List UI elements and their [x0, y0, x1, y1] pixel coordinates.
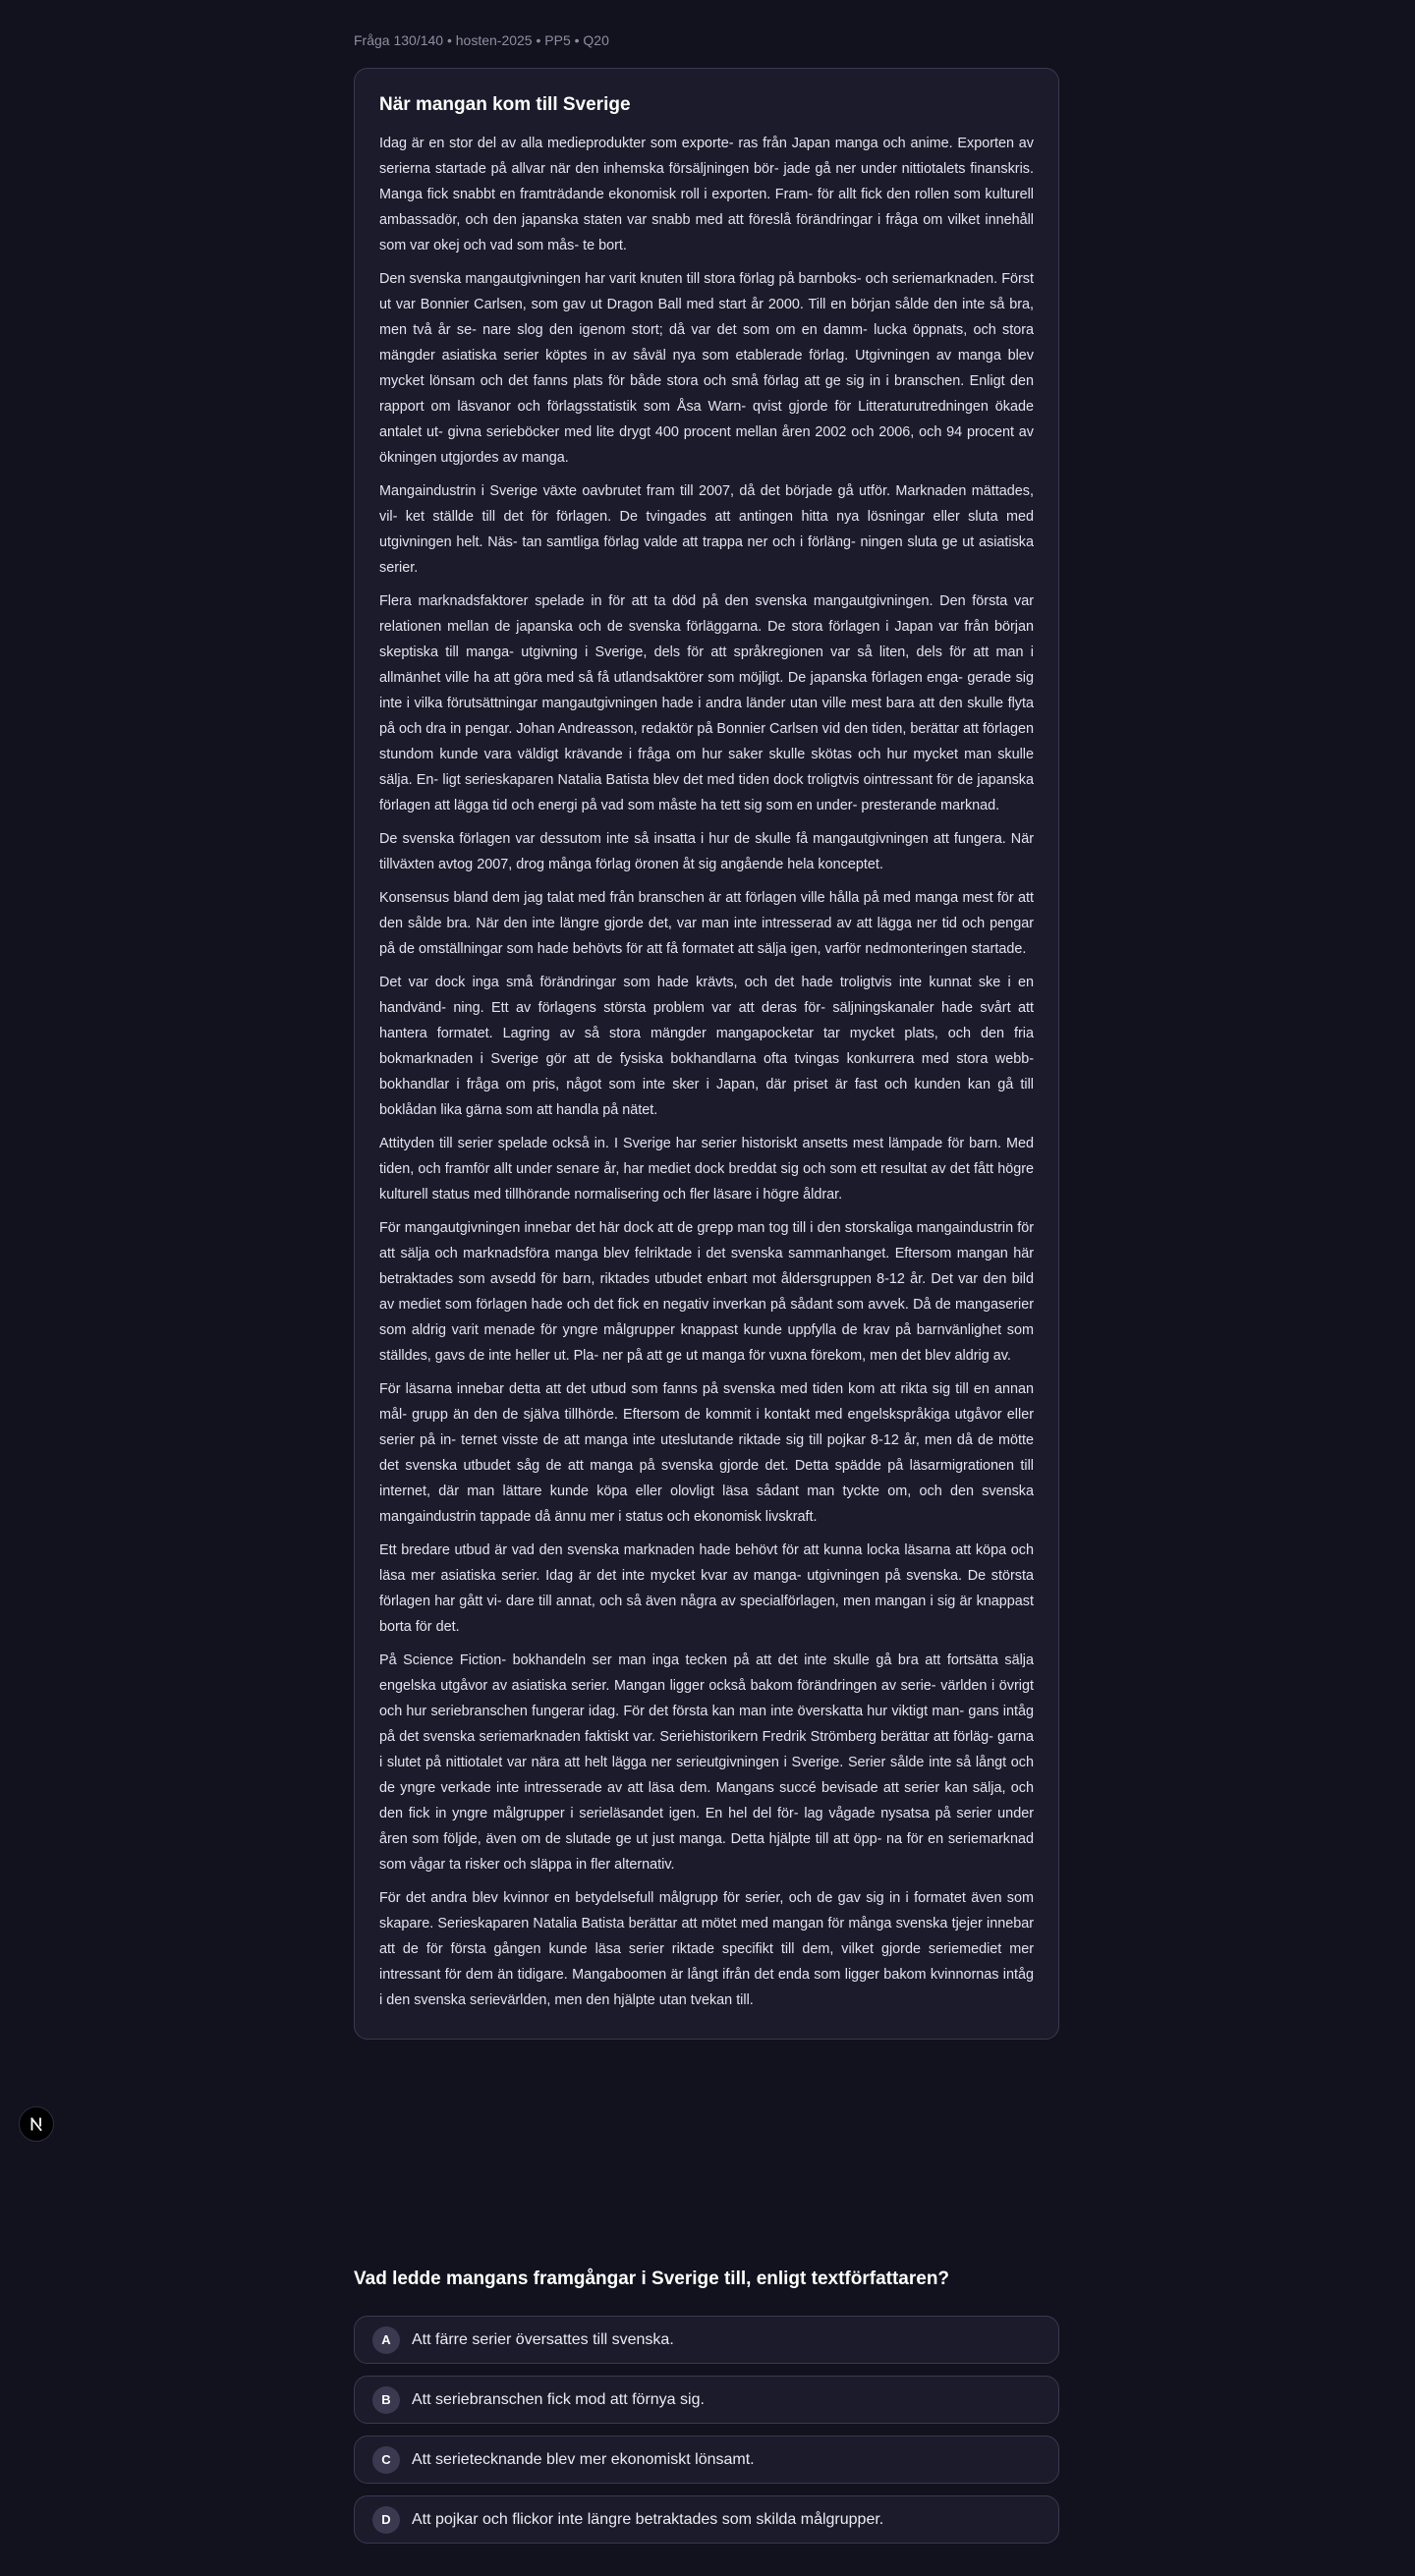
article-paragraph: För läsarna innebar detta att det utbud som fanns på svenska med tiden kom att rikta sig till en annan mål- grupp än den de själva tillhörde. Eftersom de kommit i kontakt med engelskspråkiga utgåvor eller serier på in- ternet visste de att manga inte uteslutande riktade sig till pojkar 8-12 år, men då de mötte det svenska utbudet såg de att manga på svenska gjorde det. Detta spädde på läsarmigrationen till internet, där man lättare kunde köpa eller olovligt läsa sådant man tyckte om, och den svenska mangaindustrin tappade då ännu mer i status och ekonomisk livskraft. [379, 1380, 1034, 1525]
question-meta: Fråga 130/140 • hosten-2025 • PP5 • Q20 [354, 32, 609, 48]
article-paragraph: Ett bredare utbud är vad den svenska marknaden hade behövt för att kunna locka läsarna att köpa och läsa mer asiatiska serier. Idag är det inte mycket kvar av manga- utgivningen på svenska. De största förlagen har gått vi- dare till annat, och så även några av specialförlagen, men mangan i sig är knappast borta för det. [379, 1541, 1034, 1635]
article-title: När mangan kom till Sverige [379, 94, 631, 115]
answer-options [354, 2316, 1059, 2555]
answer-option-d[interactable] [354, 2495, 1059, 2544]
option-letter-badge: D [372, 2506, 400, 2534]
question-text: Vad ledde mangans framgångar i Sverige till, enligt textförfattaren? [354, 2268, 950, 2289]
answer-option-c[interactable] [354, 2436, 1059, 2484]
answer-option-b[interactable] [354, 2376, 1059, 2424]
article-paragraph: Idag är en stor del av alla medieprodukter som exporte- ras från Japan manga och anime. Exporten av serierna startade på allvar när den inhemska försäljningen bör- jade gå ner under nittiotalets finanskris. Manga fick snabbt en framträdande ekonomisk roll i exporten. Fram- för allt fick den rollen som kulturell ambassadör, och den japanska staten var snabb med att föreslå förändringar i fråga om vilket innehåll som var okej och vad som mås- te bort. [379, 135, 1034, 253]
article-paragraph: För mangautgivningen innebar det här dock att de grepp man tog till i den storskaliga mangaindustrin för att sälja och marknadsföra manga blev felriktade i det svenska sammanhanget. Eftersom mangan här betraktades som avsedd för barn, riktades utbudet enbart mot åldersgruppen 8-12 år. Det var den bild av mediet som förlagen hade och det fick en negativ inverkan på sådant som avvek. Då de mangaserier som aldrig varit menade för yngre målgrupper knappast kunde uppfylla de krav på barnvänlighet som ställdes, gavs de inte heller ut. Pla- ner på att ge ut manga för vuxna förekom, men det blev aldrig av. [379, 1219, 1034, 1364]
option-label: Att färre serier översattes till svenska. [412, 2330, 674, 2348]
article-paragraph: Flera marknadsfaktorer spelade in för att ta död på den svenska mangautgivningen. Den första var relationen mellan de japanska och de svenska förläggarna. De stora förlagen i Japan var från början skeptiska till manga- utgivning i Sverige, dels för att språkregionen var så liten, dels för att man i allmänhet ville ha att göra med så få utlandsaktörer som möjligt. De japanska förlagen enga- gerade sig inte i vilka förutsättningar mangautgivningen hade i andra länder utan ville mest bara att den skulle flyta på och dra in pengar. Johan Andreasson, redaktör på Bonnier Carlsen vid den tiden, berättar att förlagen stundom kunde vara väldigt krävande i fråga om hur saker skulle skötas och hur mycket man skulle sälja. En- ligt serieskaparen Natalia Batista blev det med tiden dock troligtvis ointressant för de japanska förlagen att lägga tid och energi på vad som måste ha tett sig som en under- presterande marknad. [379, 592, 1034, 813]
option-letter-badge: A [372, 2326, 400, 2354]
article-paragraph: Den svenska mangautgivningen har varit knuten till stora förlag på barnboks- och seriemarknaden. Först ut var Bonnier Carlsen, som gav ut Dragon Ball med start år 2000. Till en början sålde den inte så bra, men två år se- nare slog den igenom stort; då var det som om en damm- lucka öppnats, och stora mängder asiatiska serier köptes in av såväl nya som etablerade förlag. Utgivningen av manga blev mycket lönsam och det fanns plats för både stora och små förlag att ge sig in i branschen. Enligt den rapport om läsvanor och förlagsstatistik som Åsa Warn- qvist gjorde för Litteraturutredningen ökade antalet ut- givna serieböcker med lite drygt 400 procent mellan åren 2002 och 2006, och 94 procent av ökningen utgjordes av manga. [379, 270, 1034, 466]
option-label: Att seriebranschen fick mod att förnya sig. [412, 2390, 705, 2408]
article-paragraph: De svenska förlagen var dessutom inte så insatta i hur de skulle få mangautgivningen att fungera. När tillväxten avtog 2007, drog många förlag öronen åt sig angående hela konceptet. [379, 830, 1034, 872]
option-label: Att pojkar och flickor inte längre betraktades som skilda målgrupper. [412, 2510, 884, 2528]
article-paragraph: Det var dock inga små förändringar som hade krävts, och det hade troligtvis inte kunnat ske i en handvänd- ning. Ett av förlagens största problem var att deras för- säljningskanaler hade svårt att hantera formatet. Lagring av så stora mängder mangapocketar tar mycket plats, och den fria bokmarknaden i Sverige gör att de fysiska bokhandlarna ofta tvingas konkurrera med stora webb- bokhandlar i fråga om pris, något som inte sker i Japan, där priset är fast och kunden kan gå till boklådan lika gärna som att handla på nätet. [379, 974, 1034, 1118]
article-card [354, 68, 1059, 2040]
answer-option-a[interactable] [354, 2316, 1059, 2364]
article-paragraph: Konsensus bland dem jag talat med från branschen är att förlagen ville hålla på med manga mest för att den sålde bra. När den inte längre gjorde det, var man inte intresserad av att lägga ner tid och pengar på de omställningar som hade behövts för att få formatet att sälja igen, varför nedmonteringen startade. [379, 889, 1034, 957]
article-paragraph: Attityden till serier spelade också in. I Sverige har serier historiskt ansetts mest lämpade för barn. Med tiden, och framför allt under senare år, har mediet dock breddat sig och som ett resultat av det fått högre kulturell status med tillhörande normalisering och fler läsare i högre åldrar. [379, 1135, 1034, 1203]
option-letter-badge: C [372, 2446, 400, 2474]
option-label: Att serietecknande blev mer ekonomiskt lönsamt. [412, 2450, 755, 2468]
article-paragraph: Mangaindustrin i Sverige växte oavbrutet fram till 2007, då det började gå utför. Marknaden mättades, vil- ket ställde till det för förlagen. De tvingades att antingen hitta nya lösningar eller sluta med utgivningen helt. Näs- tan samtliga förlag valde att trappa ner och i förläng- ningen sluta ge ut asiatiska serier. [379, 482, 1034, 576]
nextjs-logo-icon [28, 2115, 45, 2133]
article-paragraph: På Science Fiction- bokhandeln ser man inga tecken på att det inte skulle gå bra att fortsätta sälja engelska utgåvor av asiatiska serier. Mangan ligger också bakom förändringen av serie- världen i övrigt och hur seriebranschen fungerar idag. För det första kan man inte överskatta hur viktigt man- gans intåg på det svenska seriemarknaden faktiskt var. Seriehistorikern Fredrik Strömberg berättar att förläg- garna i slutet på nittiotalet var nära att helt lägga ner serieutgivningen i Sverige. Serier sålde inte så långt och de yngre verkade inte intresserade av att läsa dem. Mangans succé bevisade att serier kan sälja, och den fick in yngre målgrupper i serieläsandet igen. En hel del för- lag vågade nysatsa på serier under åren som följde, även om de slutade ge ut just manga. Detta hjälpte till att öpp- na för en seriemarknad som vågar ta risker och släppa in fler alternativ. [379, 1652, 1034, 1873]
option-letter-badge: B [372, 2386, 400, 2414]
article-paragraph: För det andra blev kvinnor en betydelsefull målgrupp för serier, och de gav sig in i formatet även som skapare. Serieskaparen Natalia Batista berättar att mötet med mangan för många svenska tjejer innebar att de för första gången kunde läsa serier riktade specifikt till dem, vilket gjorde seriemediet mer intressant för dem än tidigare. Mangaboomen är långt ifrån det enda som ligger bakom kvinnornas intåg i den svenska serievärlden, men den hjälpte utan tvekan till. [379, 1889, 1034, 2008]
nextjs-devtools-button[interactable] [19, 2106, 54, 2142]
